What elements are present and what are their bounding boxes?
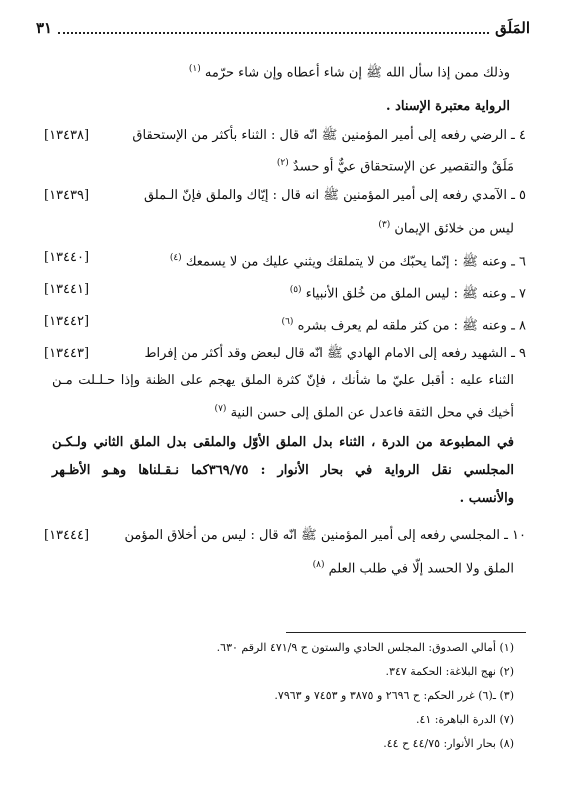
hadith-text: ٧ ـ وعنه ﷺ : ليس الملق من خُلق الأنبياء $^{(٥)}$ <box>289 285 526 302</box>
hadith-entry <box>44 280 526 300</box>
footnote-marker: (٣) <box>378 220 391 230</box>
text-line: الثناء عليه : أقبل عليّ ما شأنك ، فإنّ كثرة الملق يهجم على الظنة وإذا حـلـلت مـن <box>52 373 514 388</box>
hadith-ref-number: [١٣٤٤٠] <box>44 250 90 265</box>
footnote-marker: (٨) <box>312 560 325 570</box>
editor-note-line: المجلسي نقل الرواية في بحار الأنوار : ٣٦٩/٧٥كما نـقـلناها وهـو الأظـهر <box>52 463 515 478</box>
hadith-text: ٤ ـ الرضي رفعه إلى أمير المؤمنين ﷺ انّه قال : الثناء بأكثر من الإستحقاق <box>132 128 526 143</box>
hadith-entry <box>44 248 526 268</box>
hadith-ref-number: [١٣٤٣٨] <box>44 128 90 143</box>
footnote: (٨) بحار الأنوار: ٤٤/٧٥ ح ٤٤. <box>383 737 514 750</box>
running-header <box>36 16 530 40</box>
hadith-text: ٥ ـ الآمدي رفعه إلى أمير المؤمنين ﷺ انه قال : إيّاك والملق فإنّ الـملق <box>143 188 526 203</box>
hadith-ref-number: [١٣٤٤٢] <box>44 314 90 329</box>
editor-note-line: والأنسب . <box>459 491 514 506</box>
hadith-entry <box>44 344 526 364</box>
hadith-ref-number: [١٣٤٤٣] <box>44 346 90 361</box>
hadith-entry <box>44 186 526 206</box>
footnote-separator <box>286 632 526 633</box>
hadith-entry <box>44 126 526 146</box>
footnote: (٣) ـ(٦) غرر الحكم: ح ٢٦٩٦ و ٣٨٧٥ و ٧٤٥٣ و ٧٩٦٣. <box>274 689 514 702</box>
footnote: (١) أمالي الصدوق: المجلس الحادي والستون ح ٤٧١/٩ الرقم ٦٣٠. <box>216 641 514 654</box>
header-title: المَلَق <box>495 19 530 37</box>
footnote-marker: (٤) <box>169 253 182 263</box>
hadith-text: ١٠ ـ المجلسي رفعه إلى أمير المؤمنين ﷺ انّه قال : ليس من أخلاق المؤمن <box>124 528 526 543</box>
text-line: الملق ولا الحسد إلّا في طلب العلم $^{(٨)}$ <box>312 560 514 577</box>
footnote-marker: (٥) <box>289 285 302 295</box>
footnote-marker: (٦) <box>281 317 294 327</box>
note-line: الرواية معتبرة الإسناد . <box>386 99 510 114</box>
footnote: (٢) نهج البلاغة: الحكمة ٣٤٧. <box>385 665 514 678</box>
page-number: ٣١ <box>36 19 53 37</box>
hadith-text: ٨ ـ وعنه ﷺ : من كثر ملقه لم يعرف بشره $^{(٦)}$ <box>281 317 526 334</box>
hadith-ref-number: [١٣٤٤١] <box>44 282 90 297</box>
hadith-text: ٩ ـ الشهيد رفعه إلى الامام الهادي ﷺ انّه قال لبعض وقد أكثر من إفراط <box>144 346 526 361</box>
footnote: (٧) الدرة الباهرة: ٤١. <box>415 713 514 726</box>
text-line: ليس من خلائق الإيمان $^{(٣)}$ <box>378 220 514 237</box>
footnote-marker: (٧) <box>214 404 227 414</box>
hadith-text: ٦ ـ وعنه ﷺ : إنّما يحبّك من لا يتملقك ويثني عليك من لا يسمعك $^{(٤)}$ <box>169 253 526 270</box>
hadith-entry <box>44 312 526 332</box>
text-line: أخيك في محل الثقة فاعدل عن الملق إلى حسن النية $^{(٧)}$ <box>214 404 514 421</box>
hadith-ref-number: [١٣٤٣٩] <box>44 188 90 203</box>
header-dotted-leader <box>58 22 489 34</box>
text-line: مَلَقٌ والتقصير عن الإستحقاق عيٌّ أو حسدٌ $^{(٢)}$ <box>276 158 514 175</box>
editor-note-line: في المطبوعة من الدرة ، الثناء بدل الملق الأوّل والملقى بدل الملق الثاني ولـكـن <box>52 435 514 450</box>
hadith-ref-number: [١٣٤٤٤] <box>44 528 90 543</box>
footnote-marker: (٢) <box>276 158 289 168</box>
text-line: وذلك ممن إذا سأل الله ﷺ إن شاء أعطاه وإن شاء حرّمه $^{(١)}$ <box>188 64 510 81</box>
hadith-entry <box>44 526 526 546</box>
footnote-marker: (١) <box>188 64 201 74</box>
